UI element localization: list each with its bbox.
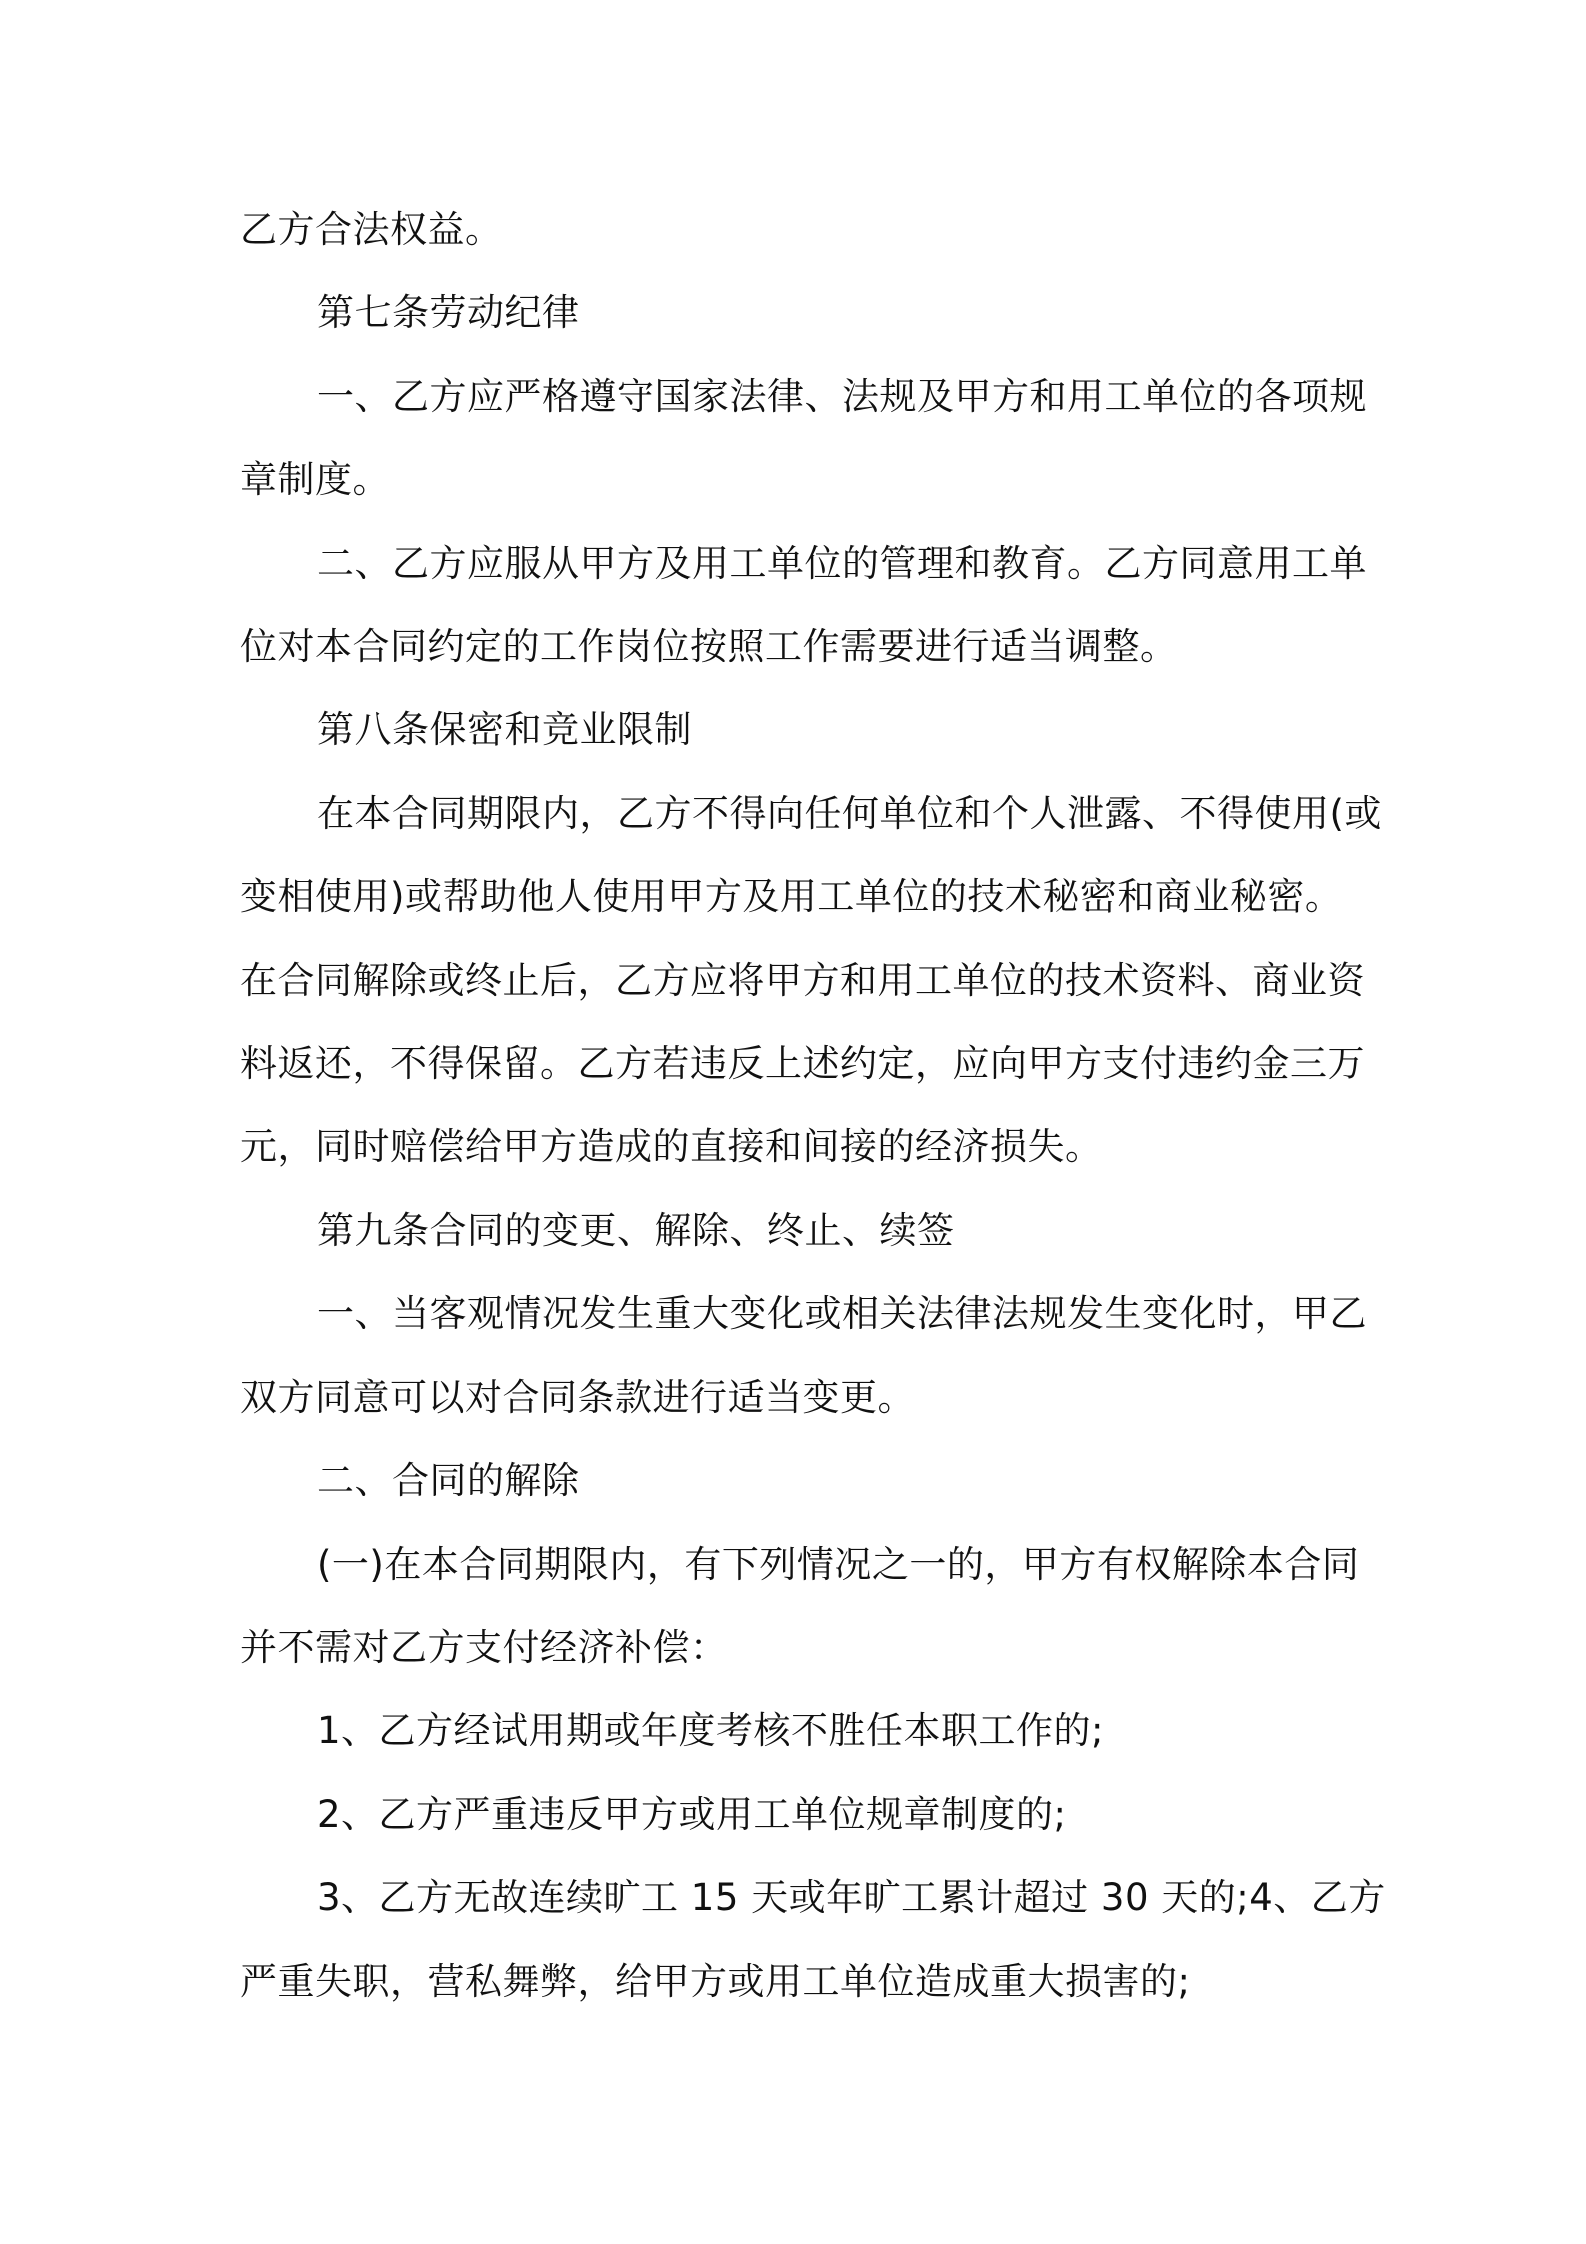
list-item: 1、乙方经试用期或年度考核不胜任本职工作的;	[317, 1709, 1105, 1752]
paragraph-line: 位对本合同约定的工作岗位按照工作需要进行适当调整。	[240, 625, 1178, 668]
paragraph-line: 一、乙方应严格遵守国家法律、法规及甲方和用工单位的各项规	[317, 375, 1367, 418]
paragraph-line: 二、乙方应服从甲方及用工单位的管理和教育。乙方同意用工单	[317, 542, 1367, 585]
paragraph-line: 在合同解除或终止后，乙方应将甲方和用工单位的技术资料、商业资	[240, 959, 1365, 1002]
list-item-continuation: 严重失职，营私舞弊，给甲方或用工单位造成重大损害的;	[240, 1960, 1191, 2003]
paragraph-line: 元，同时赔偿给甲方造成的直接和间接的经济损失。	[240, 1125, 1103, 1168]
paragraph-line: (一)在本合同期限内，有下列情况之一的，甲方有权解除本合同	[317, 1543, 1360, 1586]
paragraph-line: 一、当客观情况发生重大变化或相关法律法规发生变化时，甲乙	[317, 1292, 1367, 1335]
paragraph-line: 变相使用)或帮助他人使用甲方及用工单位的技术秘密和商业秘密。	[240, 875, 1343, 918]
subsection-heading: 二、合同的解除	[317, 1459, 580, 1502]
paragraph-line: 在本合同期限内，乙方不得向任何单位和个人泄露、不得使用(或	[317, 792, 1382, 835]
list-item: 2、乙方严重违反甲方或用工单位规章制度的;	[317, 1793, 1067, 1836]
paragraph-line: 双方同意可以对合同条款进行适当变更。	[240, 1376, 915, 1419]
list-item: 3、乙方无故连续旷工 15 天或年旷工累计超过 30 天的;4、乙方	[317, 1876, 1386, 1919]
paragraph-line: 并不需对乙方支付经济补偿：	[240, 1626, 728, 1669]
paragraph-line: 乙方合法权益。	[240, 208, 503, 251]
section-heading-9: 第九条合同的变更、解除、终止、续签	[317, 1209, 955, 1252]
paragraph-line: 料返还，不得保留。乙方若违反上述约定，应向甲方支付违约金三万	[240, 1042, 1365, 1085]
paragraph-line: 章制度。	[240, 458, 390, 501]
section-heading-8: 第八条保密和竞业限制	[317, 708, 692, 751]
section-heading-7: 第七条劳动纪律	[317, 291, 580, 334]
